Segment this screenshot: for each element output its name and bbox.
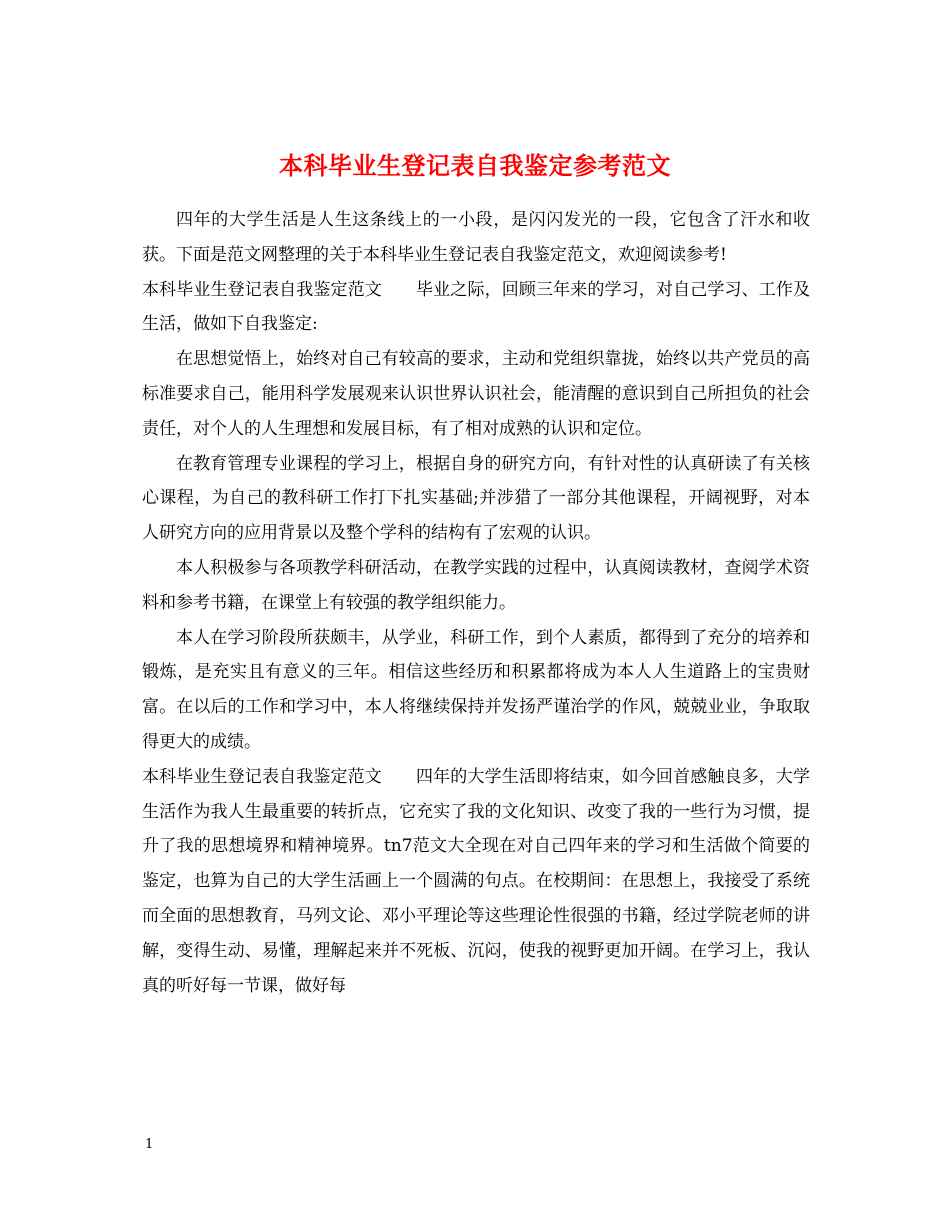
section-1-lead: 毕业之际，回顾三年来的学习，对自己学习、工作及生活，做如下自我鉴定: [142,279,811,335]
section-2-heading: 本科毕业生登记表自我鉴定范文 [142,766,382,787]
document-title: 本科毕业生登记表自我鉴定参考范文 [279,151,671,181]
section-1-heading: 本科毕业生登记表自我鉴定范文 [142,279,382,300]
page-number: 1 [145,1137,154,1152]
section-2-lead: 四年的大学生活即将结束，如今回首感触良多，大学生活作为我人生最重要的转折点，它充实了我的文化知识、改变了我的一些行为习惯，提升了我的思想境界和精神境界。tn7范文大全现在对自己四年来的学习和生活做个简要的鉴定，也算为自己的大学生活画上一个圆满的句点。在校期间：在思想上，我接受了系统而全面的思想教育，马列文论、邓小平理论等这些理论性很强的书籍，经过学院老师的讲解，变得生动、易懂，理解起来并不死板、沉闷，使我的视野更加开阔。在学习上，我认真的听好每一节课，做好每 [142,766,811,996]
section-1-paragraph: 在教育管理专业课程的学习上，根据自身的研究方向，有针对性的认真研读了有关核心课程，为自己的教科研工作打下扎实基础;并涉猎了一部分其他课程，开阔视野，对本人研究方向的应用背景以及整个学科的结构有了宏观的认识。 [142,453,810,544]
section-1-paragraph: 本人积极参与各项教学科研活动，在教学实践的过程中，认真阅读教材，查阅学术资料和参考书籍，在课堂上有较强的教学组织能力。 [142,557,810,613]
document-body [142,203,810,1003]
section-1-paragraph: 本人在学习阶段所获颇丰，从学业，科研工作，到个人素质，都得到了充分的培养和锻炼，是充实且有意义的三年。相信这些经历和积累都将成为本人人生道路上的宝贵财富。在以后的工作和学习中，本人将继续保持并发扬严谨治学的作风，兢兢业业，争取取得更大的成绩。 [142,627,810,752]
section-1-opening [142,273,810,343]
intro-paragraph: 四年的大学生活是人生这条线上的一小段，是闪闪发光的一段，它包含了汗水和收获。下面是范文网整理的关于本科毕业生登记表自我鉴定范文，欢迎阅读参考! [142,210,810,265]
section-1-paragraph: 在思想觉悟上，始终对自己有较高的要求，主动和党组织靠拢，始终以共产党员的高标准要求自己，能用科学发展观来认识世界认识社会，能清醒的意识到自己所担负的社会责任，对个人的人生理想和发展目标，有了相对成熟的认识和定位。 [142,349,810,439]
section-2-opening [142,760,810,1004]
